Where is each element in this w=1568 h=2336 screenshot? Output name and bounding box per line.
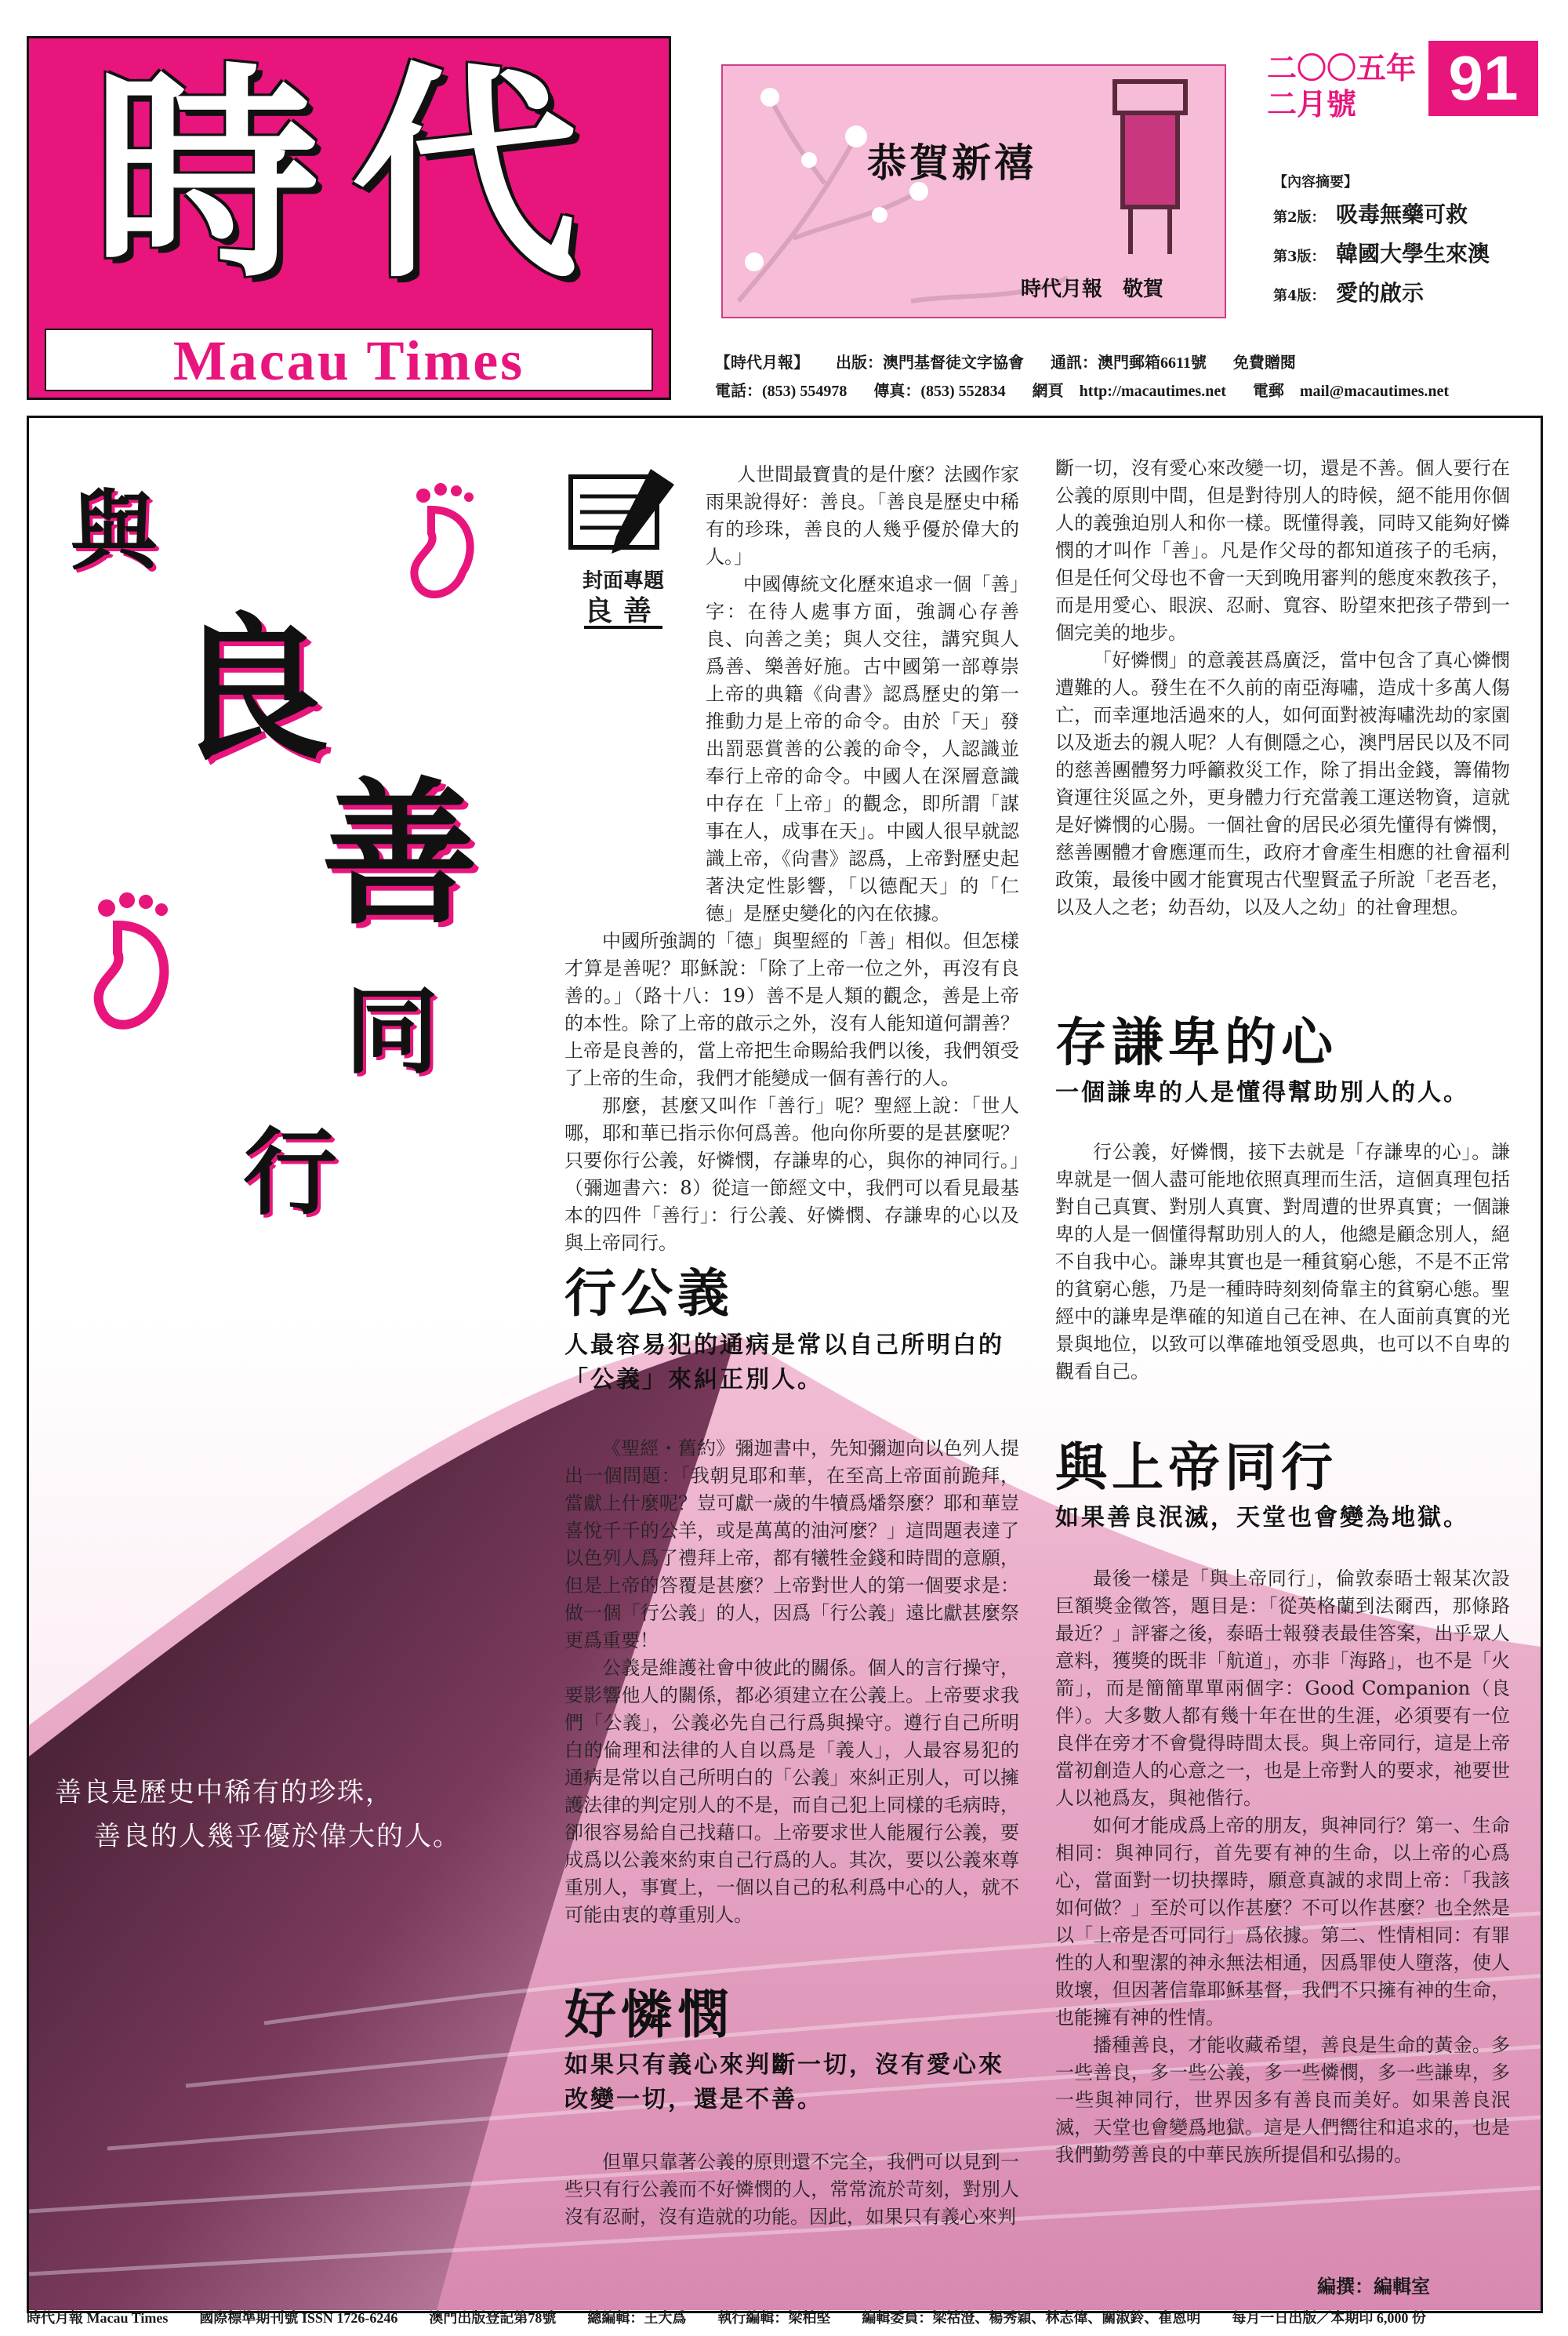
section-title: 好憐憫 <box>564 1985 734 2045</box>
issue-month: 二月號 <box>1267 86 1357 122</box>
section-subtitle: 人最容易犯的通病是常以自己所明白的「公義」來糾正別人。 <box>564 1331 1004 1393</box>
cover-topic-label: 封面專題 良善 <box>582 569 664 627</box>
feature-title-char: 行 <box>243 1119 337 1228</box>
masthead-english-title: Macau Times <box>45 329 653 391</box>
footprint-icon <box>78 886 188 1043</box>
feature-title-char: 與 <box>71 481 157 582</box>
email-link[interactable]: 電郵 mail@macautimes.net <box>1252 383 1450 400</box>
section-body: 《聖經・舊約》彌迦書中，先知彌迦向以色列人提出一個問題：「我朝見耶和華，在至高上帝面前跪拜，當獻上什麼呢？豈可獻一歲的牛犢爲燔祭麼？耶和華豈喜悅千千的公羊，或是萬萬的油河麼？」這問題表達了以色列人爲了禮拜上帝，都有犧牲金錢和時間的意願，但是上帝的答覆是甚麼？上帝對世人的第一個要求是：做一個「行公義」的人，因爲「行公義」遠比獻甚麼祭更爲重要！ 公義是維護社會中彼此的關係。個人的言行操守，要影響他人的關係，都必須建立在公義上。上帝要求我們「公義」，公義必先自己行爲與操守。遵行自己所明白的倫理和法律的人自以爲是「義人」，人最容易犯的通病是常以自己所明白的「公義」來糾正別人，可以擁護法律的判定別人的不是，而自己犯上同樣的毛病時，卻很容易給自己找藉口。上帝要求世人能履行公義，要成爲以公義來約束自己行爲的人。其次，要以公義來尊重別人，事實上，一個以自己的私利爲中心的人，就不可能由衷的尊重別人。 <box>564 1437 1019 1926</box>
masthead-title: 時代 <box>93 42 610 309</box>
greeting-text: 恭賀新禧 <box>867 140 1036 186</box>
issue-date <box>1267 50 1416 122</box>
section-title: 存謙卑的心 <box>1055 1012 1338 1073</box>
section-subtitle: 如果善良泯滅，天堂也會變為地獄。 <box>1055 1504 1469 1531</box>
contents-item[interactable]: 第4版： 愛的啟示 <box>1273 280 1425 306</box>
page-footer: 時代月報 Macau Times 國際標準期刊號 ISSN 1726-6246 澳門出版登記第78號 總編輯：王大爲 執行編輯：梁柏堅 編輯委員：梁祜澄、楊秀穎、林志偉、關淑鈴、崔恩明 每月一日出版／本期印 6,000 份 <box>27 2310 1426 2326</box>
section-title: 與上帝同行 <box>1055 1437 1338 1498</box>
contact-info-row: 電話：(853) 554978 傳真：(853) 552834 網頁 http://macautimes.net 電郵 mail@macautimes.net <box>715 383 1450 400</box>
website-link[interactable]: 網頁 http://macautimes.net <box>1032 383 1226 400</box>
section-body: 最後一樣是「與上帝同行」，倫敦泰晤士報某次設巨額獎金徵答，題目是：「從英格蘭到法爾西，那條路最近？」評審之後，泰晤士報發表最佳答案，出乎眾人意料，獲獎的既非「航道」，亦非「海路」，也不是「火箭」，而是簡簡單單兩個字：Good Companion（良伴）。大多數人都有幾十年在世的生涯，必須要有一位良伴在旁才不會覺得時間太長。與上帝同行，這是上帝當初創造人的心意之一，也是上帝對人的要求，祂要世人以祂爲友，與祂偕行。 如何才能成爲上帝的朋友，與神同行？第一、生命相同：與神同行，首先要有神的生命，以上帝的心爲心，當面對一切抉擇時，願意真誠的求問上帝：「我該如何做？」至於可以作甚麼？不可以作甚麼？也全然是以「上帝是否可同行」爲依據。第二、性情相同：有罪性的人和聖潔的神永無法相通，因爲罪使人墮落，使人敗壞，但因著信靠耶穌基督，我們不只擁有神的生命，也能擁有神的性情。 播種善良，才能收藏希望，善良是生命的黃金。多一些善良，多一些公義，多一些憐憫，多一些謙卑，多一些與神同行，世界因多有善良而美好。如果善良泯滅，天堂也會變爲地獄。這是人們嚮往和追求的，也是我們勤勞善良的中華民族所提倡和弘揚的。 <box>1055 1568 1510 2166</box>
greeting-signature: 時代月報 敬賀 <box>1021 278 1164 301</box>
contents-summary <box>1273 171 1555 315</box>
feature-title-char: 善 <box>321 764 479 946</box>
feature-title-char: 良 <box>172 599 330 782</box>
masthead <box>27 36 671 400</box>
issue-year: 二〇〇五年 <box>1267 50 1417 85</box>
publisher-info-row: 【時代月報】 出版：澳門基督徒文字協會 通訊：澳門郵箱6611號 免費贈閱 <box>715 354 1296 372</box>
footprint-icon <box>400 478 494 612</box>
contents-item[interactable]: 第2版： 吸毒無藥可救 <box>1273 202 1468 227</box>
pull-quote: 善良是歷史中稀有的珍珠， 善良的人幾乎優於偉大的人。 <box>55 1777 461 1852</box>
editor-credit: 編撰：編輯室 <box>1317 2275 1430 2298</box>
section-title: 行公義 <box>564 1263 734 1324</box>
section-subtitle: 如果只有義心來判斷一切，沒有愛心來改變一切，還是不善。 <box>564 2051 1004 2113</box>
section-body: 但單只靠著公義的原則還不完全，我們可以見到一些只有行公義而不好憐憫的人，常常流於苛刻，對別人沒有忍耐，沒有造就的功能。因此，如果只有義心來判 <box>564 2151 1019 2228</box>
contents-item[interactable]: 第3版： 韓國大學生來澳 <box>1273 241 1490 267</box>
lantern-icon <box>1115 82 1185 254</box>
section-subtitle: 一個謙卑的人是懂得幫助別人的人。 <box>1055 1079 1469 1106</box>
feature-title-char: 同 <box>345 978 439 1087</box>
contents-heading: 【內容摘要】 <box>1273 174 1358 191</box>
article-intro: 人世間最寶貴的是什麼？法國作家雨果說得好：善良。「善良是歷史中稀有的珍珠，善良的人幾乎優於偉大的人。」 中國傳統文化歷來追求一個「善」字：在待人處事方面，強調心存善良、向善之美；與人交往，講究與人爲善、樂善好施。古中國第一部尊崇上帝的典籍《尙書》認爲歷史的第一推動力是上帝的命令。由於「天」發出罰惡賞善的公義的命令，人認識並奉行上帝的命令。中國人在深層意識中存在「上帝」的觀念，即所謂「謀事在人，成事在天」。中國人很早就認識上帝，《尙書》認爲，上帝對歷史起著決定性影響，「以德配天」的「仁德」是歷史變化的內在依據。 中國所強調的「德」與聖經的「善」相似。但怎樣才算是善呢？耶穌說：「除了上帝一位之外，再沒有良善的。」（路十八：19）善不是人類的觀念，善是上帝的本性。除了上帝的啟示之外，沒有人能知道何謂善？上帝是良善的，當上帝把生命賜給我們以後，我們領受了上帝的生命，我們才能變成一個有善行的人。 那麼，甚麼又叫作「善行」呢？聖經上說：「世人哪，耶和華已指示你何爲善。他向你所要的是甚麼呢？只要你行公義，好憐憫，存謙卑的心，與你的神同行。」（彌迦書六：8）從這一節經文中，我們可以看見最基本的四件「善行」：行公義、好憐憫、存謙卑的心以及與上帝同行。 <box>564 463 1019 1254</box>
new-year-banner <box>721 64 1226 318</box>
section-body: 行公義，好憐憫，接下去就是「存謙卑的心」。謙卑就是一個人盡可能地依照真理而生活，這個真理包括對自己真實、對別人真實、對周遭的世界真實；一個謙卑的人是一個懂得幫助別人的人，他總是顧念別人，絕不自我中心。謙卑其實也是一種貧窮心態，不是不正常的貧窮心態，乃是一種時時刻刻倚靠主的貧窮心態。聖經中的謙卑是準確的知道自己在神、在人面前真實的光景與地位，以致可以準確地領受恩典，也可以不自卑的觀看自己。 <box>1055 1141 1510 1382</box>
article-continuation: 斷一切，沒有愛心來改變一切，還是不善。個人要行在公義的原則中間，但是對待別人的時候，絕不能用你個人的義強迫別人和你一樣。既懂得義，同時又能夠好憐憫的才叫作「善」。凡是作父母的都知道孩子的毛病，但是任何父母也不會一天到晚用審判的態度來教孩子，而是用愛心、眼淚、忍耐、寬容、盼望來把孩子帶到一個完美的地步。 「好憐憫」的意義甚爲廣泛，當中包含了真心憐憫遭難的人。發生在不久前的南亞海嘯，造成十多萬人傷亡，而幸運地活過來的人，如何面對被海嘯洗劫的家園以及逝去的親人呢？人有側隱之心，澳門居民以及不同的慈善團體努力呼籲救災工作，除了捐出金錢，籌備物資運往災區之外，更身體力行充當義工運送物資，這就是好憐憫的心腸。一個社會的居民必須先懂得有憐憫，慈善團體才會應運而生，政府才會產生相應的社會福利政策，最後中國才能實現古代聖賢孟子所說「老吾老，以及人之老；幼吾幼，以及人之幼」的社會理想。 <box>1055 457 1510 918</box>
issue-number: 91 <box>1428 41 1538 116</box>
